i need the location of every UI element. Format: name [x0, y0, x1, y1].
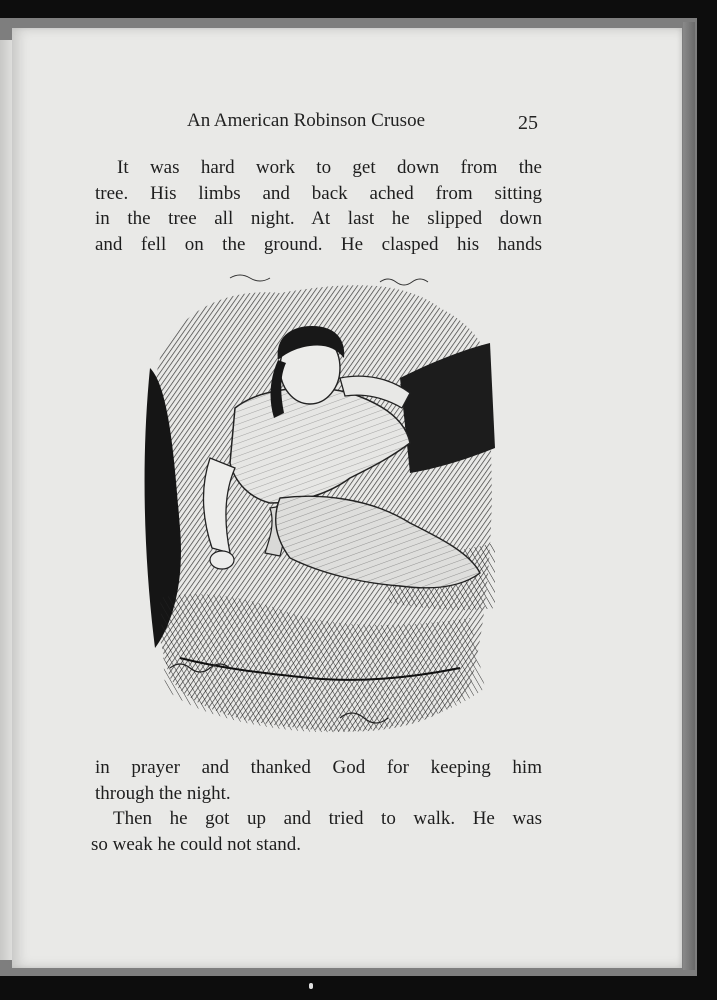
- text-line: through the night.: [95, 782, 231, 804]
- page-mark: [309, 983, 313, 989]
- paragraph-2: [91, 806, 542, 857]
- engraving-boy-sleeping-in-tree-icon: [140, 268, 500, 746]
- running-title: An American Robinson Crusoe: [187, 110, 426, 131]
- previous-page-edge: [0, 40, 12, 960]
- page-number: 25: [518, 112, 538, 134]
- text-line: in prayer and thanked God for keeping him: [95, 757, 542, 778]
- text-line: and fell on the ground. He clasped his hands: [95, 233, 542, 255]
- text-line: in the tree all night. At last he slipped down: [95, 208, 542, 229]
- text-line: Then he got up and tried to walk. He was: [113, 808, 542, 829]
- paragraph-1-continued: [95, 755, 542, 806]
- text-line: so weak he could not stand.: [91, 833, 302, 855]
- text-line: It was hard work to get down from the: [117, 157, 542, 178]
- paragraph-1: [95, 155, 542, 257]
- text-line: tree. His limbs and back ached from sitting: [95, 182, 542, 204]
- book-edge: [683, 22, 695, 970]
